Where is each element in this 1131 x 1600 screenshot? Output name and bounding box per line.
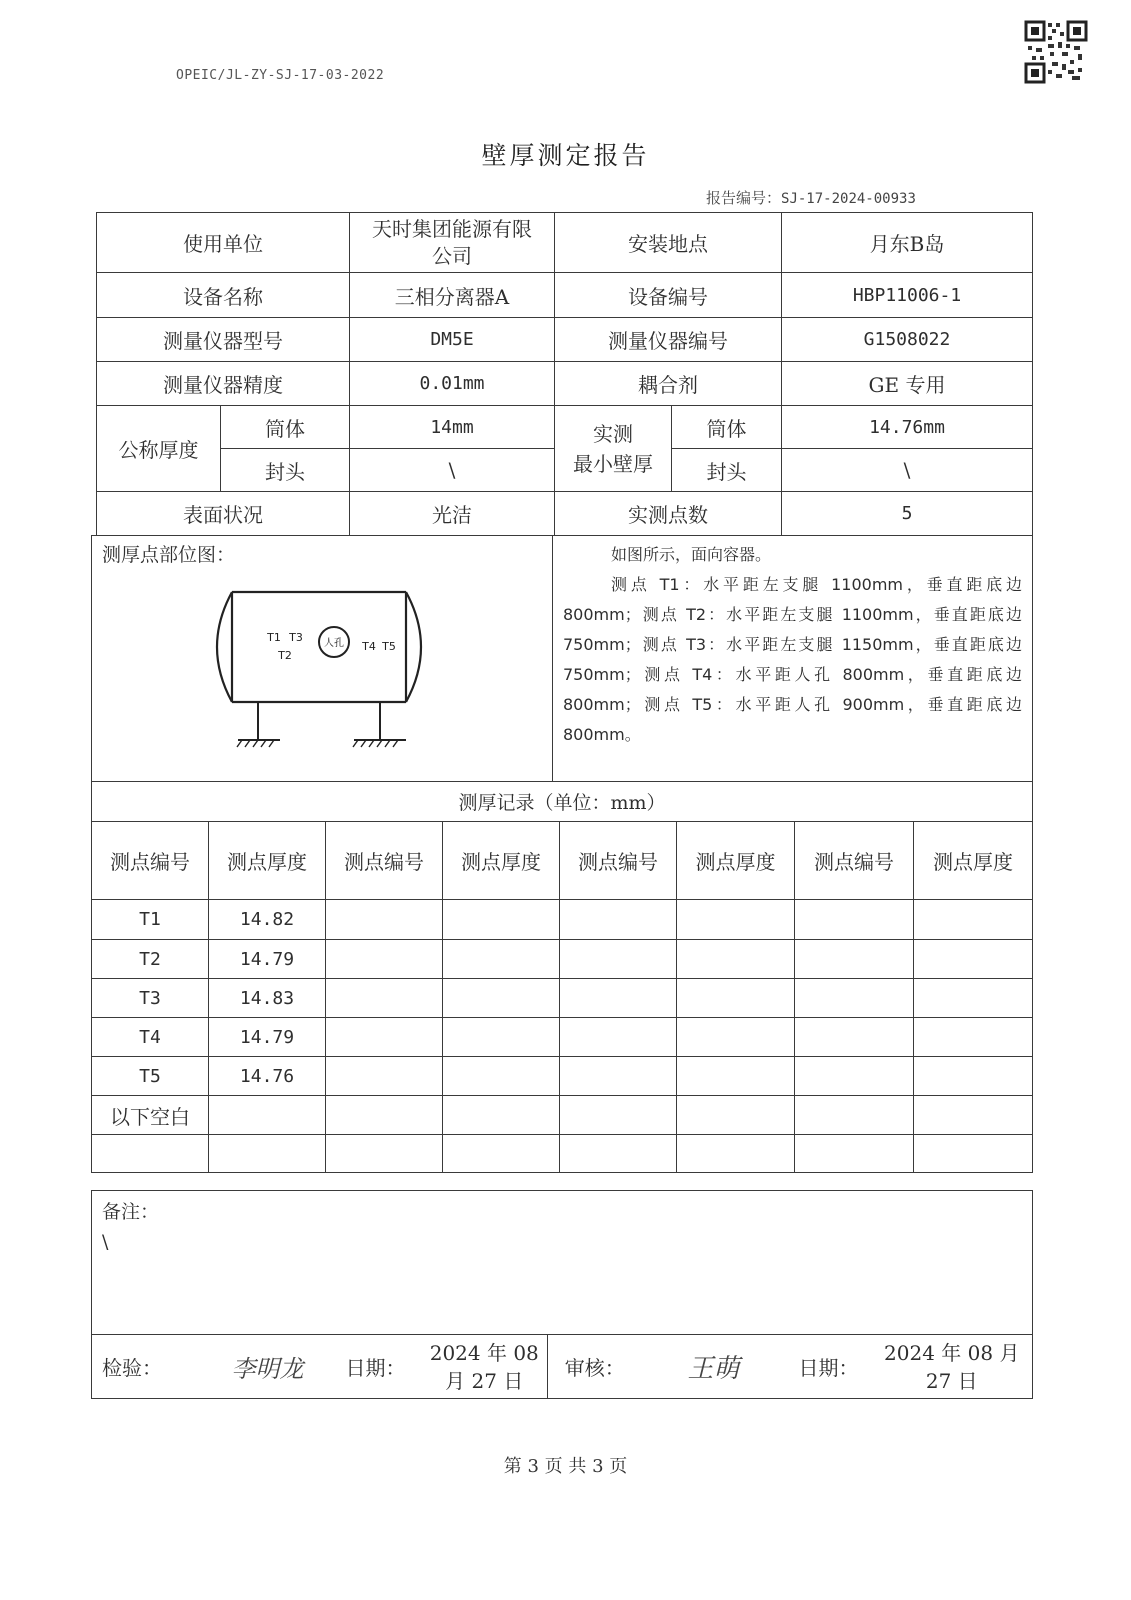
measured-head-label: 封头 [672, 449, 782, 492]
instrument-model-value: DM5E [350, 318, 555, 362]
user-unit-label: 使用单位 [97, 213, 350, 273]
measured-min-label-line2: 最小壁厚 [573, 451, 653, 476]
nominal-shell-value: 14mm [350, 406, 555, 449]
measured-min-label-line1: 实测 [593, 421, 633, 446]
instrument-model-label: 测量仪器型号 [97, 318, 350, 362]
reviewer-signature-text: 王萌 [687, 1354, 740, 1384]
points-count-value: 5 [782, 492, 1033, 536]
point-no-cell: T4 [92, 1018, 209, 1057]
vessel-supports [237, 702, 406, 747]
thickness-cell: 14.76 [209, 1057, 326, 1096]
document-code: OPEIC/JL-ZY-SJ-17-03-2022 [176, 68, 385, 83]
header-thickness-4: 测点厚度 [914, 822, 1033, 900]
measured-head-value: \ [782, 449, 1033, 492]
surface-value: 光洁 [350, 492, 555, 536]
table-row [92, 900, 1033, 940]
table-row [92, 1057, 1033, 1096]
equipment-name-value: 三相分离器A [350, 273, 555, 318]
header-thickness-3: 测点厚度 [677, 822, 795, 900]
thickness-cell: 14.79 [209, 940, 326, 979]
user-unit-value [350, 213, 555, 273]
report-number [706, 187, 916, 208]
thickness-cell: 14.82 [209, 900, 326, 940]
couplant-value: GE 专用 [782, 362, 1033, 406]
surface-label: 表面状况 [97, 492, 350, 536]
remarks-label: 备注： [102, 1201, 160, 1223]
thickness-cell: 14.83 [209, 979, 326, 1018]
point-t2: T2 [278, 649, 292, 662]
measured-shell-value: 14.76mm [782, 406, 1033, 449]
vessel-diagram [202, 584, 462, 774]
nominal-shell-label: 筒体 [221, 406, 350, 449]
report-number-value: SJ-17-2024-00933 [781, 191, 916, 207]
user-unit-line2: 公司 [432, 243, 472, 268]
thickness-records-table [91, 781, 1033, 1173]
table-row [92, 1018, 1033, 1057]
table-row [92, 979, 1033, 1018]
point-t5: T5 [382, 640, 396, 653]
table-row [92, 1135, 1033, 1173]
header-point-no-3: 测点编号 [560, 822, 677, 900]
remarks-signoff-table [91, 1190, 1033, 1399]
measured-shell-label: 筒体 [672, 406, 782, 449]
diagram-description [553, 536, 1033, 782]
inspect-date-value [422, 1335, 548, 1399]
description-intro: 如图所示，面向容器。 [611, 545, 772, 564]
review-date-line1: 2024 年 08 月 [884, 1340, 1020, 1365]
point-no-cell: T3 [92, 979, 209, 1018]
records-title: 测厚记录（单位：mm） [92, 782, 1033, 822]
inspect-label: 检验： [92, 1335, 206, 1399]
instrument-no-label: 测量仪器编号 [555, 318, 782, 362]
accuracy-value: 0.01mm [350, 362, 555, 406]
header-point-no-2: 测点编号 [326, 822, 443, 900]
couplant-label: 耦合剂 [555, 362, 782, 406]
points-count-label: 实测点数 [555, 492, 782, 536]
point-t4: T4 [362, 640, 376, 653]
table-row [92, 940, 1033, 979]
point-no-cell: T2 [92, 940, 209, 979]
diagram-label: 测厚点部位图： [102, 544, 236, 566]
inspect-date-line1: 2024 年 08 [429, 1340, 539, 1365]
thickness-cell: 14.79 [209, 1018, 326, 1057]
review-date-label: 日期： [786, 1335, 872, 1399]
diagram-cell [92, 536, 553, 782]
reviewer-signature [642, 1335, 786, 1399]
review-label: 审核： [548, 1335, 642, 1399]
page-number: 第 3 页 共 3 页 [503, 1456, 628, 1477]
inspect-date-label: 日期： [330, 1335, 422, 1399]
header-thickness-2: 测点厚度 [443, 822, 560, 900]
point-no-cell: T5 [92, 1057, 209, 1096]
remarks-cell [92, 1191, 1033, 1335]
nominal-thickness-label: 公称厚度 [97, 406, 221, 492]
manhole-label: 人孔 [324, 638, 344, 649]
remarks-value: \ [102, 1231, 109, 1253]
inspector-signature [206, 1335, 330, 1399]
accuracy-label: 测量仪器精度 [97, 362, 350, 406]
instrument-no-value: G1508022 [782, 318, 1033, 362]
review-date-line2: 27 日 [925, 1368, 978, 1393]
inspector-signature-text: 李明龙 [231, 1355, 304, 1383]
table-row [92, 1096, 1033, 1135]
equipment-info-table [96, 212, 1033, 536]
point-t1: T1 [267, 631, 281, 644]
diagram-section [91, 535, 1033, 782]
review-date-value [872, 1335, 1033, 1399]
nominal-head-label: 封头 [221, 449, 350, 492]
page-title: 壁厚测定报告 [481, 141, 650, 170]
equipment-no-value: HBP11006-1 [782, 273, 1033, 318]
user-unit-line1: 天时集团能源有限 [372, 216, 532, 241]
header-point-no-4: 测点编号 [795, 822, 914, 900]
equipment-no-label: 设备编号 [555, 273, 782, 318]
report-number-label: 报告编号： [706, 189, 782, 207]
equipment-name-label: 设备名称 [97, 273, 350, 318]
description-body: 测点 T1：水平距左支腿 1100mm，垂直距底边 800mm；测点 T2：水平距左支腿 1100mm，垂直距底边 750mm；测点 T3：水平距左支腿 1150mm，垂直距底边 750mm；测点 T4：水平距人孔 800mm，垂直距底边 800mm；测点 T5：水平距人孔 900mm，垂直距底边 800mm。 [563, 575, 1022, 744]
point-no-cell: T1 [92, 900, 209, 940]
header-point-no-1: 测点编号 [92, 822, 209, 900]
point-t3: T3 [289, 631, 303, 644]
nominal-head-value: \ [350, 449, 555, 492]
header-thickness-1: 测点厚度 [209, 822, 326, 900]
install-location-label: 安装地点 [555, 213, 782, 273]
install-location-value: 月东B岛 [782, 213, 1033, 273]
qr-code-icon [1024, 20, 1088, 84]
inspect-date-line2: 月 27 日 [445, 1368, 524, 1393]
blank-below-cell: 以下空白 [92, 1096, 209, 1135]
measured-min-label [555, 406, 672, 492]
